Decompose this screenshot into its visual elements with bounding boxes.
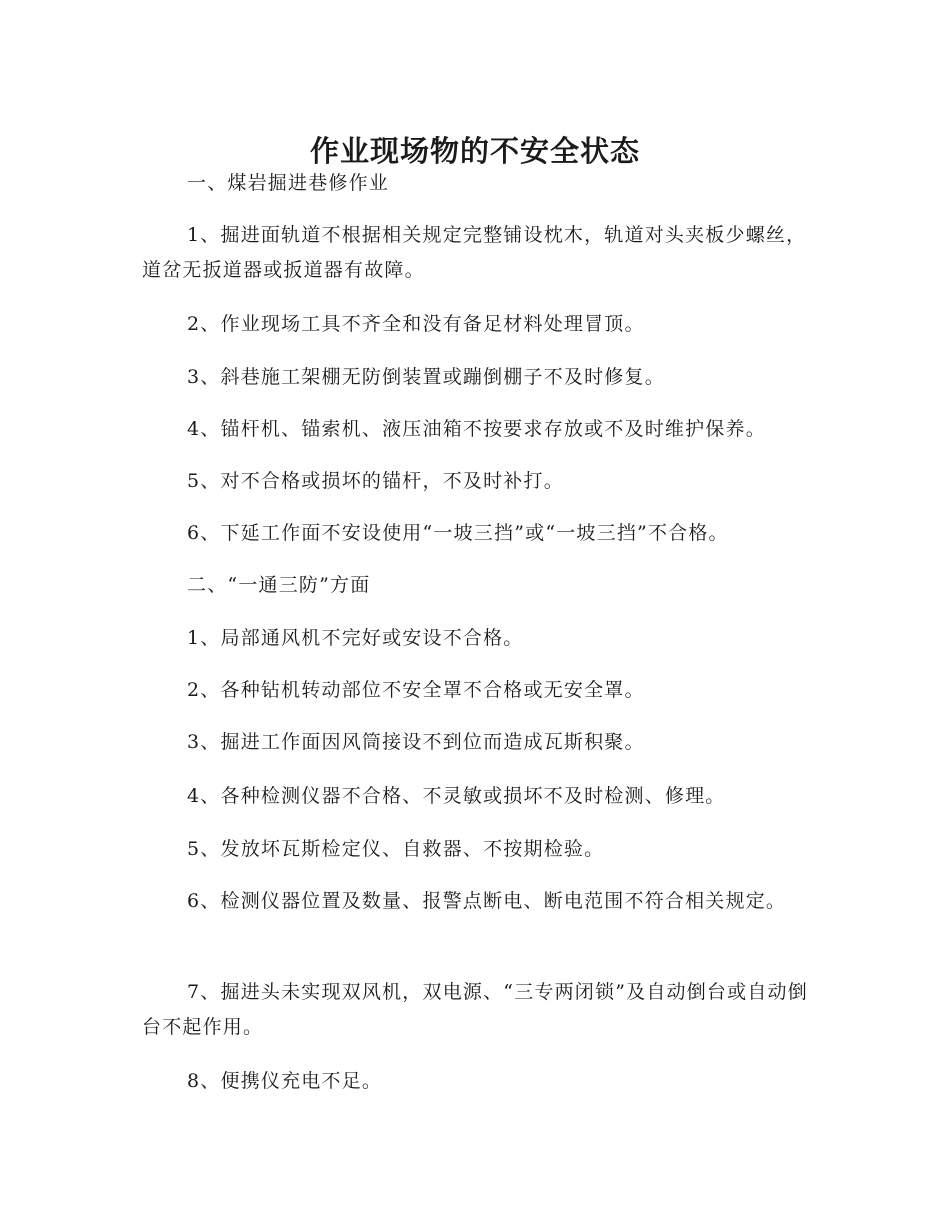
document-title: 作业现场物的不安全状态 <box>309 134 640 169</box>
paragraph: 5、发放坏瓦斯检定仪、自救器、不按期检验。 <box>187 838 605 860</box>
paragraph: 4、各种检测仪器不合格、不灵敏或损坏不及时检测、修理。 <box>187 785 726 807</box>
paragraph: 2、各种钻机转动部位不安全罩不合格或无安全罩。 <box>187 679 645 701</box>
paragraph: 3、斜巷施工架棚无防倒装置或蹦倒棚子不及时修复。 <box>187 366 665 388</box>
paragraph: 5、对不合格或损坏的锚杆，不及时补打。 <box>187 470 564 492</box>
paragraph: 4、锚杆机、锚索机、液压油箱不按要求存放或不及时维护保养。 <box>187 418 766 440</box>
paragraph: 6、检测仪器位置及数量、报警点断电、断电范围不符合相关规定。 <box>187 890 787 912</box>
paragraph: 3、掘进工作面因风筒接设不到位而造成瓦斯积聚。 <box>187 731 645 753</box>
paragraph: 6、下延工作面不安设使用“一坡三挡”或“一坡三挡”不合格。 <box>187 522 729 544</box>
paragraph: 1、局部通风机不完好或安设不合格。 <box>187 627 524 649</box>
paragraph: 8、便携仪充电不足。 <box>187 1070 383 1092</box>
paragraph: 1、掘进面轨道不根据相关规定完整铺设枕木，轨道对头夹板少螺丝，道岔无扳道器或扳道器有故障。 <box>142 224 807 281</box>
section-heading: 一、煤岩掘进巷修作业 <box>187 172 390 194</box>
paragraph: 2、作业现场工具不齐全和没有备足材料处理冒顶。 <box>187 313 645 335</box>
paragraph: 7、掘进头未实现双风机，双电源、“三专两闭锁”及自动倒台或自动倒台不起作用。 <box>142 981 808 1038</box>
section-heading: 二、“一通三防”方面 <box>187 574 371 596</box>
